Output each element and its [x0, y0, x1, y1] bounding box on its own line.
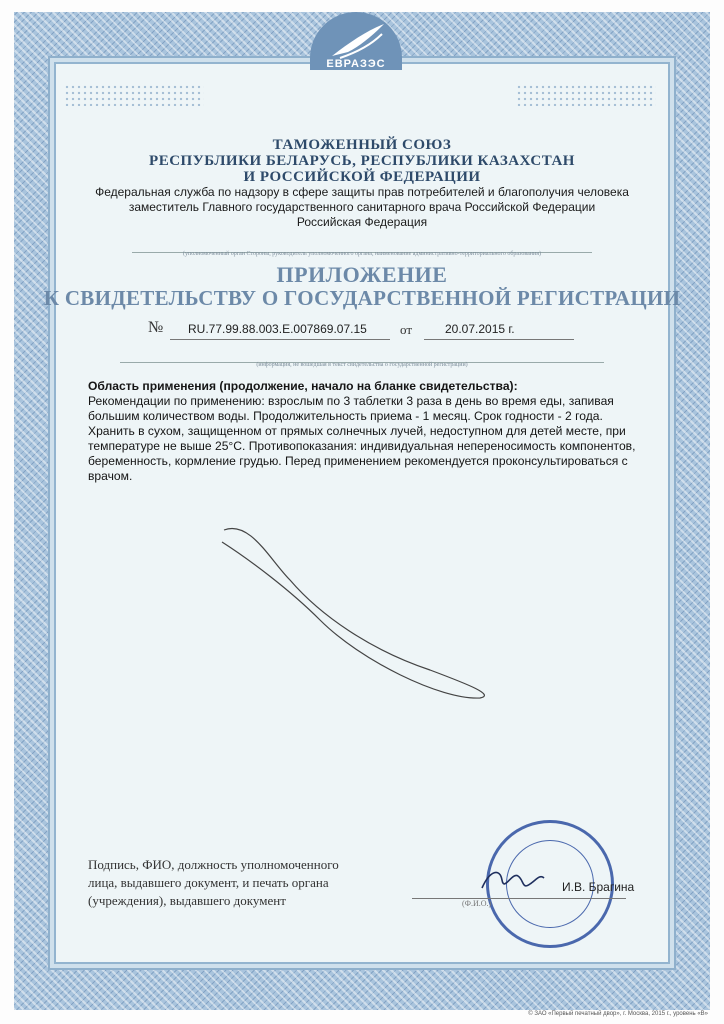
signature-caption-line-2: лица, выдавшего документ, и печать органа [88, 875, 329, 890]
scope-line-2: большим количеством воды. Продолжительность приема - 1 месяц. Срок годности - 2 года. [88, 409, 603, 423]
scope-line-6: врачом. [88, 469, 133, 483]
authority-line-2: заместитель Главного государственного санитарного врача Российской Федерации [128, 200, 596, 214]
signature-caption-line-3: (учреждения), выдавшего документ [88, 893, 286, 908]
title-certificate: К СВИДЕТЕЛЬСТВУ О ГОСУДАРСТВЕННОЙ РЕГИСТРАЦИИ [43, 286, 681, 310]
number-sign: № [148, 319, 164, 336]
date-underline [424, 339, 574, 340]
signature-caption [88, 856, 400, 910]
fio-caption: (Ф.И.О.) [462, 899, 492, 908]
authority-line-3: Российская Федерация [296, 215, 428, 229]
emblem-label: ЕВРАЗЭС [326, 58, 386, 70]
registration-date: 20.07.2015 г. [445, 322, 515, 336]
scope-body [88, 379, 640, 484]
title-appendix: ПРИЛОЖЕНИЕ [276, 262, 448, 287]
header-republics: РЕСПУБЛИКИ БЕЛАРУСЬ, РЕСПУБЛИКИ КАЗАХСТАН [149, 153, 575, 169]
scope-line-4: температуре не выше 25°С. Противопоказания: индивидуальная непереносимость компонентов, [88, 439, 636, 453]
scope-line-3: Хранить в сухом, защищенном от прямых солнечных лучей, недоступном для детей месте, при [88, 424, 626, 438]
ornament-left [64, 84, 204, 106]
cancellation-scribble [210, 520, 510, 710]
scope-line-1: Рекомендации по применению: взрослым по 3 таблетки 3 раза в день во время еды, запивая [88, 394, 614, 408]
registration-caption: (информация, не вошедшая в текст свидетельства о государственной регистрации) [256, 362, 468, 368]
header-federation: И РОССИЙСКОЙ ФЕДЕРАЦИИ [243, 169, 481, 185]
signature-underline [412, 898, 626, 899]
ornament-right [516, 84, 656, 106]
scope-heading: Область применения (продолжение, начало на бланке свидетельства): [88, 379, 518, 393]
authority-caption: (уполномоченный орган Стороны, руководитель уполномоченного органа, наименование административно-территориального образования) [183, 251, 541, 257]
signatory-name: И.В. Брагина [562, 880, 635, 894]
handwritten-signature [478, 862, 548, 898]
registration-number: RU.77.99.88.003.Е.007869.07.15 [188, 322, 367, 336]
header-union: ТАМОЖЕННЫЙ СОЮЗ [272, 137, 452, 153]
scope-line-5: беременность, кормление грудью. Перед применением рекомендуется проконсультироваться с [88, 454, 628, 468]
signature-caption-line-1: Подпись, ФИО, должность уполномоченного [88, 857, 339, 872]
authority-line-1: Федеральная служба по надзору в сфере защиты прав потребителей и благополучия человека [95, 185, 629, 199]
from-label: от [400, 322, 413, 337]
printer-footer: © ЗАО «Первый печатный двор», г. Москва, 2015 г., уровень «В» [528, 1011, 708, 1017]
number-underline [170, 339, 390, 340]
